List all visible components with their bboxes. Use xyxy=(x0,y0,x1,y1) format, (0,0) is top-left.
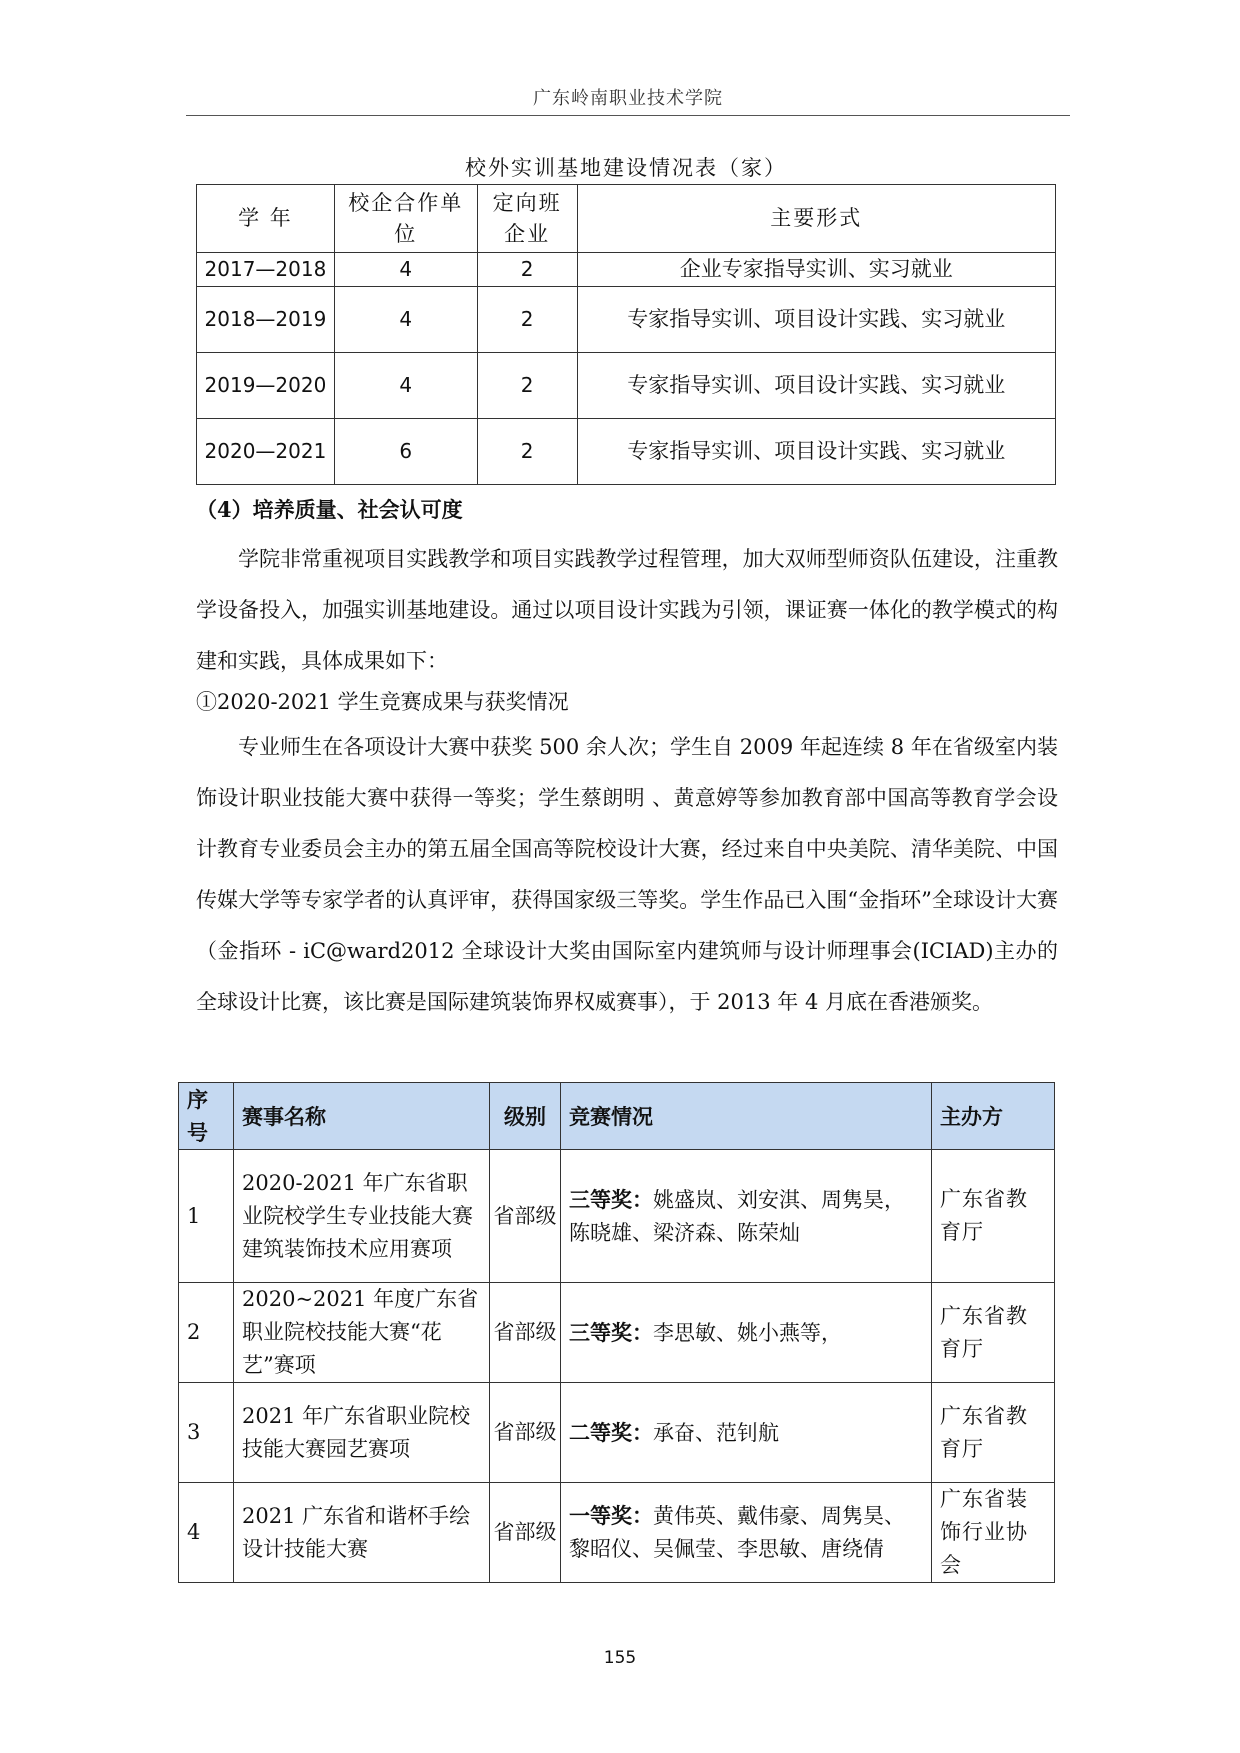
table1-form: 专家指导实训、项目设计实践、实习就业 xyxy=(577,287,1055,353)
table1-year: 2018—2019 xyxy=(197,287,335,353)
table2-header-cell: 赛事名称 xyxy=(234,1083,490,1150)
table1-partners: 4 xyxy=(334,253,477,287)
table2-header-cell: 主办方 xyxy=(932,1083,1055,1150)
table1-directed: 2 xyxy=(477,253,577,287)
table1-year: 2019—2020 xyxy=(197,353,335,419)
table2-event-name: 2021 广东省和谐杯手绘设计技能大赛 xyxy=(234,1483,490,1583)
award-level: 三等奖： xyxy=(569,1319,653,1345)
table2-header-cell: 竞赛情况 xyxy=(561,1083,932,1150)
table2-result xyxy=(561,1150,932,1283)
table2-event-name: 2021 年广东省职业院校技能大赛园艺赛项 xyxy=(234,1383,490,1483)
table1-caption: 校外实训基地建设情况表（家） xyxy=(465,156,787,180)
table2-index: 2 xyxy=(179,1283,234,1383)
table2-organizer: 广东省教育厅 xyxy=(932,1150,1055,1283)
table2-result xyxy=(561,1383,932,1483)
competition-awards-table xyxy=(178,1082,1055,1583)
header-rule xyxy=(186,115,1070,116)
award-level: 一等奖： xyxy=(569,1503,653,1528)
award-level: 三等奖： xyxy=(569,1186,653,1212)
winners: 黄伟英、戴伟豪、周隽昊、黎昭仪、吴佩莹、李思敏、唐绕倩 xyxy=(569,1504,905,1561)
table2-index: 4 xyxy=(179,1483,234,1583)
table2-result xyxy=(561,1483,932,1583)
table1-partners: 4 xyxy=(334,287,477,353)
winners: 李思敏、姚小燕等， xyxy=(653,1320,842,1345)
paragraph-intro: 学院非常重视项目实践教学和项目实践教学过程管理，加大双师型师资队伍建设，注重教学设备投入，加强实训基地建设。通过以项目设计实践为引领，课证赛一体化的教学模式的构建和实践，具体成果如下： xyxy=(196,547,1058,673)
table1-header-cell: 校企合作单位 xyxy=(334,185,477,253)
table1-directed: 2 xyxy=(477,419,577,485)
winners: 姚盛岚、刘安淇、周隽昊，陈晓雄、梁济森、陈荣灿 xyxy=(569,1187,905,1245)
table1-row xyxy=(197,419,1056,485)
table2-header-row xyxy=(179,1083,1055,1150)
table2-organizer: 广东省装饰行业协会 xyxy=(932,1483,1055,1583)
sub-heading: ①2020-2021 学生竞赛成果与获奖情况 xyxy=(196,690,569,714)
table2-index: 1 xyxy=(179,1150,234,1283)
table2-header-cell: 级别 xyxy=(490,1083,561,1150)
table1-directed: 2 xyxy=(477,353,577,419)
table1-year: 2020—2021 xyxy=(197,419,335,485)
table1-header-row xyxy=(197,185,1056,253)
table2-row xyxy=(179,1283,1055,1383)
section-heading: （4）培养质量、社会认可度 xyxy=(196,497,463,522)
table2-row xyxy=(179,1383,1055,1483)
table1-partners: 6 xyxy=(334,419,477,485)
winners: 承奋、范钊航 xyxy=(653,1420,779,1445)
table2-organizer: 广东省教育厅 xyxy=(932,1283,1055,1383)
page-number: 155 xyxy=(603,1648,637,1668)
table1-form: 专家指导实训、项目设计实践、实习就业 xyxy=(577,353,1055,419)
table1-directed: 2 xyxy=(477,287,577,353)
table1-header-cell: 学 年 xyxy=(197,185,335,253)
award-level: 二等奖： xyxy=(569,1419,653,1445)
table1-row xyxy=(197,287,1056,353)
table2-event-name: 2020~2021 年度广东省职业院校技能大赛“花艺”赛项 xyxy=(234,1283,490,1383)
table2-index: 3 xyxy=(179,1383,234,1483)
table2-header-cell: 序号 xyxy=(179,1083,234,1150)
table1-row xyxy=(197,353,1056,419)
table2-row xyxy=(179,1150,1055,1283)
table2-organizer: 广东省教育厅 xyxy=(932,1383,1055,1483)
table2-level: 省部级 xyxy=(490,1150,561,1283)
table2-event-name: 2020-2021 年广东省职业院校学生专业技能大赛建筑装饰技术应用赛项 xyxy=(234,1150,490,1283)
table2-row xyxy=(179,1483,1055,1583)
training-base-table xyxy=(196,184,1056,485)
table1-header-cell: 主要形式 xyxy=(577,185,1055,253)
table1-form: 企业专家指导实训、实习就业 xyxy=(577,253,1055,287)
table2-level: 省部级 xyxy=(490,1283,561,1383)
table2-result xyxy=(561,1283,932,1383)
table1-partners: 4 xyxy=(334,353,477,419)
table2-level: 省部级 xyxy=(490,1483,561,1583)
table1-header-cell: 定向班企业 xyxy=(477,185,577,253)
table1-row xyxy=(197,253,1056,287)
table2-level: 省部级 xyxy=(490,1383,561,1483)
page-header: 广东岭南职业技术学院 xyxy=(533,88,723,109)
table1-form: 专家指导实训、项目设计实践、实习就业 xyxy=(577,419,1055,485)
paragraph-achievements: 专业师生在各项设计大赛中获奖 500 余人次；学生自 2009 年起连续 8 年在省级室内装饰设计职业技能大赛中获得一等奖；学生蔡朗明 、黄意婷等参加教育部中国高等教育学会设计教育专业委员会主办的第五届全国高等院校设计大赛，经过来自中央美院、清华美院、中国传媒大学等专家学者的认真评审，获得国家级三等奖。学生作品已入围“金指环”全球设计大赛（金指环 - iC@ward2012 全球设计大奖由国际室内建筑师与设计师理事会(ICIAD)主办的全球设计比赛，该比赛是国际建筑装饰界权威赛事），于 2013 年 4 月底在香港颁奖。 xyxy=(196,735,1058,1014)
table1-year: 2017—2018 xyxy=(197,253,335,287)
